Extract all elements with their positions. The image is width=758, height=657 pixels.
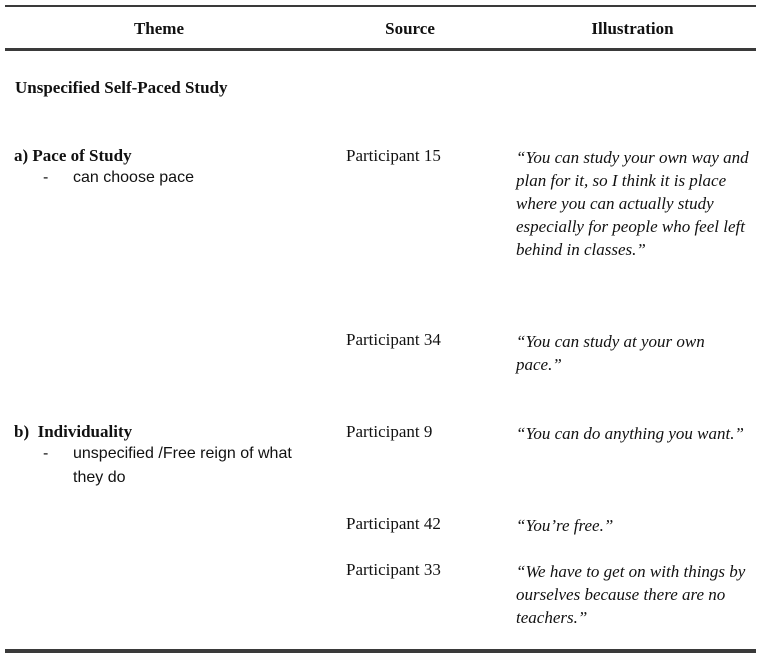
subpoint-text: can choose pace [73,169,194,186]
column-header-theme: Theme [133,19,185,38]
theme-title: a) Pace of Study [14,146,132,165]
source-cell: Participant 42 [346,514,441,533]
theme-subpoint [14,166,334,190]
source-cell: Participant 15 [346,146,441,165]
table-top-rule [5,5,756,7]
section-title: Unspecified Self-Paced Study [15,78,228,97]
list-dash: - [43,445,49,462]
source-cell: Participant 34 [346,330,441,349]
list-dash: - [43,169,49,186]
source-cell: Participant 33 [346,560,441,579]
header-rule [5,48,756,51]
column-header-source: Source [385,19,435,38]
theme-pace-of-study [14,146,334,190]
quote-cell: “You’re free.” [516,516,614,535]
source-cell: Participant 9 [346,422,433,441]
quote-cell: “You can do anything you want.” [516,424,744,443]
theme-title: b) Individuality [14,422,133,441]
subpoint-text: unspecified /Free reign of what they do [73,445,292,486]
column-header-illustration: Illustration [591,19,674,38]
table-bottom-rule [5,649,756,653]
quote-cell: “We have to get on with things by ourselves because there are no teachers.” [516,562,746,627]
quote-cell: “You can study your own way and plan for it, so I think it is place where you can actually study especially for people who feel left behind in classes.” [516,148,749,259]
quote-cell: “You can study at your own pace.” [516,332,705,374]
theme-subpoint [14,442,305,490]
theme-individuality [14,422,334,490]
